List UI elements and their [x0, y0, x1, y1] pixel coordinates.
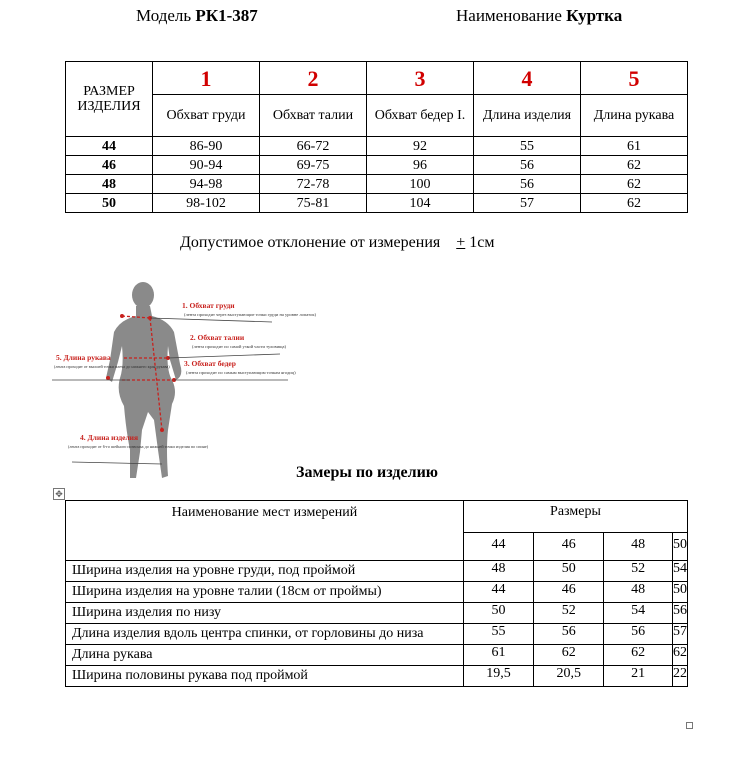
value-cell: 56 [673, 603, 688, 624]
measurements-table [65, 500, 688, 687]
value-cell: 54 [673, 561, 688, 582]
name-value: Куртка [566, 6, 623, 25]
value-cell: 100 [367, 175, 474, 194]
value-cell: 72-78 [260, 175, 367, 194]
col-number: 2 [260, 62, 367, 95]
value-cell: 75-81 [260, 194, 367, 213]
size-col: 48 [604, 533, 673, 561]
value-cell: 19,5 [463, 666, 533, 687]
value-cell: 55 [463, 624, 533, 645]
value-cell: 52 [604, 561, 673, 582]
table-row [66, 561, 688, 582]
value-cell: 50 [463, 603, 533, 624]
model-label: Модель [136, 6, 192, 25]
value-cell: 69-75 [260, 156, 367, 175]
size-table [65, 61, 688, 213]
value-cell: 62 [581, 175, 688, 194]
figure-labels [54, 301, 317, 449]
col-label: Длина рукава [581, 95, 688, 137]
value-cell: 62 [604, 645, 673, 666]
value-cell: 52 [534, 603, 604, 624]
size-cell: 46 [66, 156, 153, 175]
col-label: Обхват груди [153, 95, 260, 137]
row-label: Длина изделия вдоль центра спинки, от горловины до низа [66, 624, 464, 645]
value-cell: 48 [604, 582, 673, 603]
tolerance-note [180, 234, 495, 252]
row-label: Ширина половины рукава под проймой [66, 666, 464, 687]
table-row [66, 137, 688, 156]
col-number: 5 [581, 62, 688, 95]
value-cell: 21 [604, 666, 673, 687]
note-sleeve: (лента проходит от высшей точки плеча до нижнего края рукава) [54, 364, 170, 369]
col-number: 3 [367, 62, 474, 95]
row-label: Ширина изделия по низу [66, 603, 464, 624]
row-label: Ширина изделия на уровне талии (18см от проймы) [66, 582, 464, 603]
value-cell: 50 [534, 561, 604, 582]
note-chest: (лента проходит через выступающие точки груди на уровне лопаток) [184, 312, 317, 317]
table-row [66, 624, 688, 645]
value-cell: 90-94 [153, 156, 260, 175]
name-header [456, 6, 622, 26]
value-cell: 57 [673, 624, 688, 645]
value-cell: 46 [534, 582, 604, 603]
value-cell: 56 [474, 156, 581, 175]
value-cell: 104 [367, 194, 474, 213]
value-cell: 66-72 [260, 137, 367, 156]
value-cell: 92 [367, 137, 474, 156]
size-cell: 48 [66, 175, 153, 194]
table-row [66, 645, 688, 666]
value-cell: 44 [463, 582, 533, 603]
label-hips: 3. Обхват бедер [184, 359, 236, 368]
model-value: РК1-387 [195, 6, 258, 25]
name-header: Наименование мест измерений [66, 501, 464, 561]
value-cell: 62 [581, 194, 688, 213]
size-col: 46 [534, 533, 604, 561]
value-cell: 48 [463, 561, 533, 582]
tolerance-text: Допустимое отклонение от измерения [180, 234, 441, 251]
model-header [136, 6, 258, 26]
value-cell: 50 [673, 582, 688, 603]
size-col: 50 [673, 533, 688, 561]
body-measurement-illustration [50, 280, 380, 490]
value-cell: 62 [581, 156, 688, 175]
value-cell: 86-90 [153, 137, 260, 156]
label-chest: 1. Обхват груди [182, 301, 235, 310]
measurements-title: Замеры по изделию [296, 464, 439, 481]
value-cell: 98-102 [153, 194, 260, 213]
value-cell: 56 [474, 175, 581, 194]
col-label: Длина изделия [474, 95, 581, 137]
col-number: 4 [474, 62, 581, 95]
label-length: 4. Длина изделия [80, 433, 139, 442]
value-cell: 20,5 [534, 666, 604, 687]
note-hips: (лента проходит по самым выступающим точкам ягодиц) [186, 370, 296, 375]
table-row [66, 175, 688, 194]
size-cell: 44 [66, 137, 153, 156]
value-cell: 22 [673, 666, 688, 687]
row-label: Ширина изделия на уровне груди, под проймой [66, 561, 464, 582]
table-move-handle-icon[interactable]: ✥ [53, 488, 65, 500]
col-number: 1 [153, 62, 260, 95]
value-cell: 54 [604, 603, 673, 624]
row-label: Длина рукава [66, 645, 464, 666]
value-cell: 62 [673, 645, 688, 666]
col-label: Обхват бедер І. [367, 95, 474, 137]
note-length: (лента проходит от 6-го шейного позвонка до нижней точки изделия по спине) [68, 444, 209, 449]
value-cell: 96 [367, 156, 474, 175]
name-label: Наименование [456, 6, 562, 25]
sizes-header: Размеры [463, 501, 687, 533]
plus-minus-sign: + [456, 234, 466, 251]
size-cell: 50 [66, 194, 153, 213]
value-cell: 56 [534, 624, 604, 645]
value-cell: 56 [604, 624, 673, 645]
size-header: РАЗМЕР ИЗДЕЛИЯ [66, 62, 153, 137]
label-waist: 2. Обхват талии [190, 333, 245, 342]
col-label: Обхват талии [260, 95, 367, 137]
value-cell: 57 [474, 194, 581, 213]
table-row [66, 156, 688, 175]
size-col: 44 [463, 533, 533, 561]
table-resize-handle[interactable] [686, 722, 693, 729]
value-cell: 61 [463, 645, 533, 666]
value-cell: 61 [581, 137, 688, 156]
table-row [66, 603, 688, 624]
table-row [66, 666, 688, 687]
table-row [66, 582, 688, 603]
tolerance-value: 1см [469, 234, 495, 251]
table-row [66, 194, 688, 213]
note-waist: (лента проходит по самой узкой части туловища) [192, 344, 287, 349]
label-sleeve: 5. Длина рукава [56, 353, 111, 362]
value-cell: 94-98 [153, 175, 260, 194]
value-cell: 55 [474, 137, 581, 156]
value-cell: 62 [534, 645, 604, 666]
